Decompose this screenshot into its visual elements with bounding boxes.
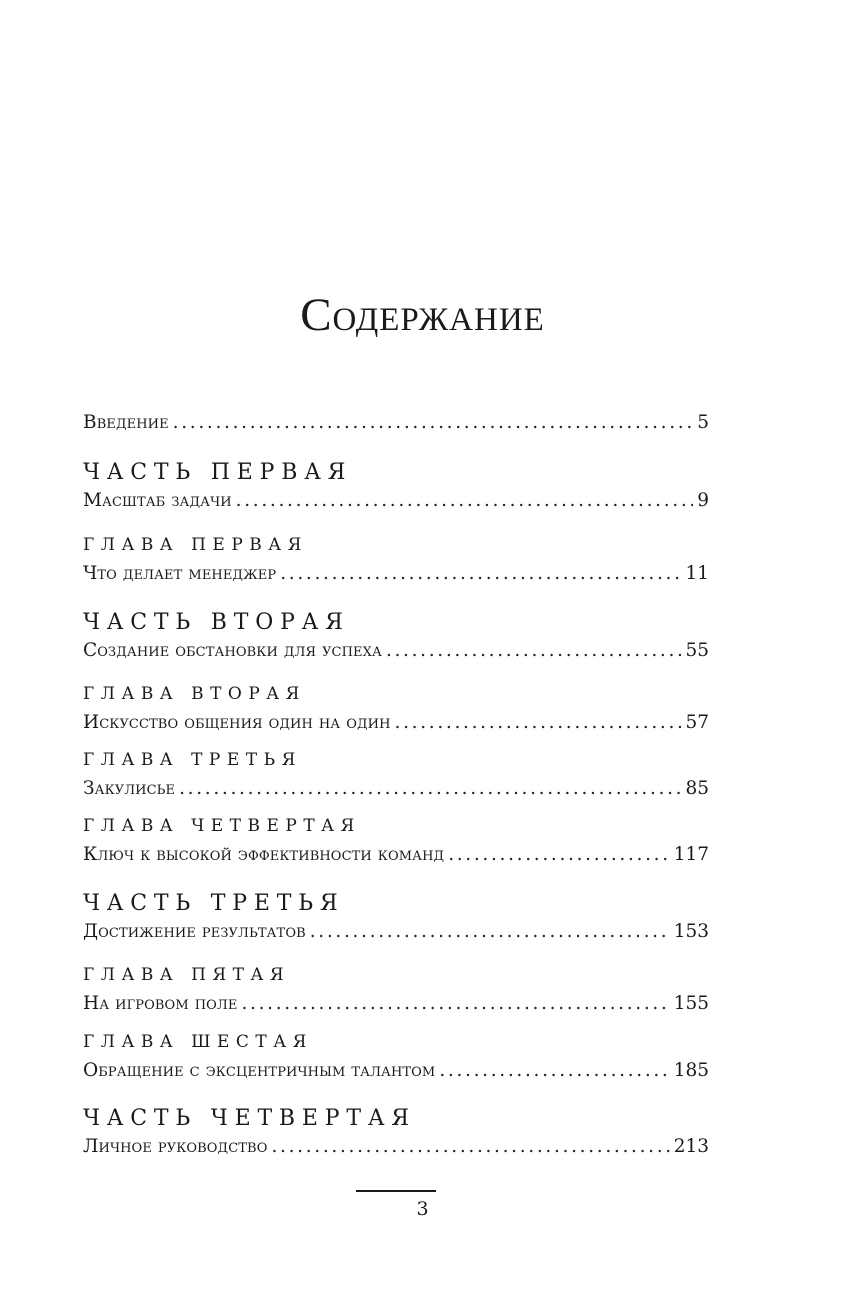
- dot-leader: [395, 714, 682, 733]
- toc-entry-label: Что делает менеджер: [83, 563, 277, 584]
- toc-entry-ch4[interactable]: [83, 846, 709, 865]
- toc-entry-label: Искусство общения один на один: [83, 712, 391, 733]
- toc-entry-label: На игровом поле: [83, 993, 238, 1014]
- toc-entry-label: Ключ к высокой эффективности команд: [83, 844, 445, 865]
- toc-entry-label: Масштаб задачи: [83, 490, 232, 511]
- toc-entry-label: Закулисье: [83, 778, 176, 799]
- toc-entry-page: 117: [673, 844, 709, 865]
- toc-entry-page: 55: [685, 640, 709, 661]
- dot-leader: [241, 995, 669, 1014]
- footer-rule: [356, 1190, 436, 1192]
- toc-entry-page: 185: [673, 1060, 709, 1081]
- chapter-heading: ГЛАВА ТРЕТЬЯ: [83, 750, 302, 770]
- page-number: 3: [416, 1198, 429, 1220]
- toc-entry-page: 11: [685, 563, 709, 584]
- toc-entry-page: 153: [673, 921, 709, 942]
- toc-entry-label: Создание обстановки для успеха: [83, 640, 382, 661]
- toc-entry-intro[interactable]: [83, 414, 709, 433]
- dot-leader: [439, 1062, 669, 1081]
- part-heading: ЧАСТЬ ВТОРАЯ: [83, 610, 350, 635]
- dot-leader: [173, 414, 694, 433]
- toc-entry-part4[interactable]: [83, 1138, 709, 1157]
- toc-entry-label: Личное руководство: [83, 1136, 268, 1157]
- dot-leader: [448, 846, 670, 865]
- toc-entry-ch2[interactable]: [83, 714, 709, 733]
- chapter-heading: ГЛАВА ПЯТАЯ: [83, 965, 291, 985]
- dot-leader: [280, 565, 681, 584]
- toc-entry-ch1[interactable]: [83, 565, 709, 584]
- dot-leader: [236, 492, 694, 511]
- dot-leader: [271, 1138, 669, 1157]
- toc-entry-page: 9: [697, 490, 709, 511]
- part-heading: ЧАСТЬ ТРЕТЬЯ: [83, 891, 345, 916]
- toc-entry-part3[interactable]: [83, 923, 709, 942]
- toc-entry-page: 5: [697, 412, 709, 433]
- toc-entry-ch6[interactable]: [83, 1062, 709, 1081]
- chapter-heading: ГЛАВА ШЕСТАЯ: [83, 1032, 313, 1052]
- part-heading: ЧАСТЬ ЧЕТВЕРТАЯ: [83, 1106, 416, 1131]
- chapter-heading: ГЛАВА ВТОРАЯ: [83, 684, 306, 704]
- chapter-heading: ГЛАВА ПЕРВАЯ: [83, 535, 308, 555]
- dot-leader: [386, 642, 682, 661]
- chapter-heading: ГЛАВА ЧЕТВЕРТАЯ: [83, 816, 361, 836]
- toc-entry-page: 85: [685, 778, 709, 799]
- toc-entry-part1[interactable]: [83, 492, 709, 511]
- toc-entry-page: 213: [673, 1136, 709, 1157]
- part-heading: ЧАСТЬ ПЕРВАЯ: [83, 460, 353, 485]
- toc-entry-label: Обращение с эксцентричным талантом: [83, 1060, 436, 1081]
- toc-entry-page: 57: [685, 712, 709, 733]
- toc-entry-ch3[interactable]: [83, 780, 709, 799]
- toc-entry-label: Достижение результатов: [83, 921, 306, 942]
- toc-entry-page: 155: [673, 993, 709, 1014]
- toc-entry-part2[interactable]: [83, 642, 709, 661]
- dot-leader: [310, 923, 670, 942]
- toc-entry-ch5[interactable]: [83, 995, 709, 1014]
- toc-entry-label: Введение: [83, 412, 169, 433]
- page-title: Содержание: [300, 289, 545, 341]
- dot-leader: [179, 780, 681, 799]
